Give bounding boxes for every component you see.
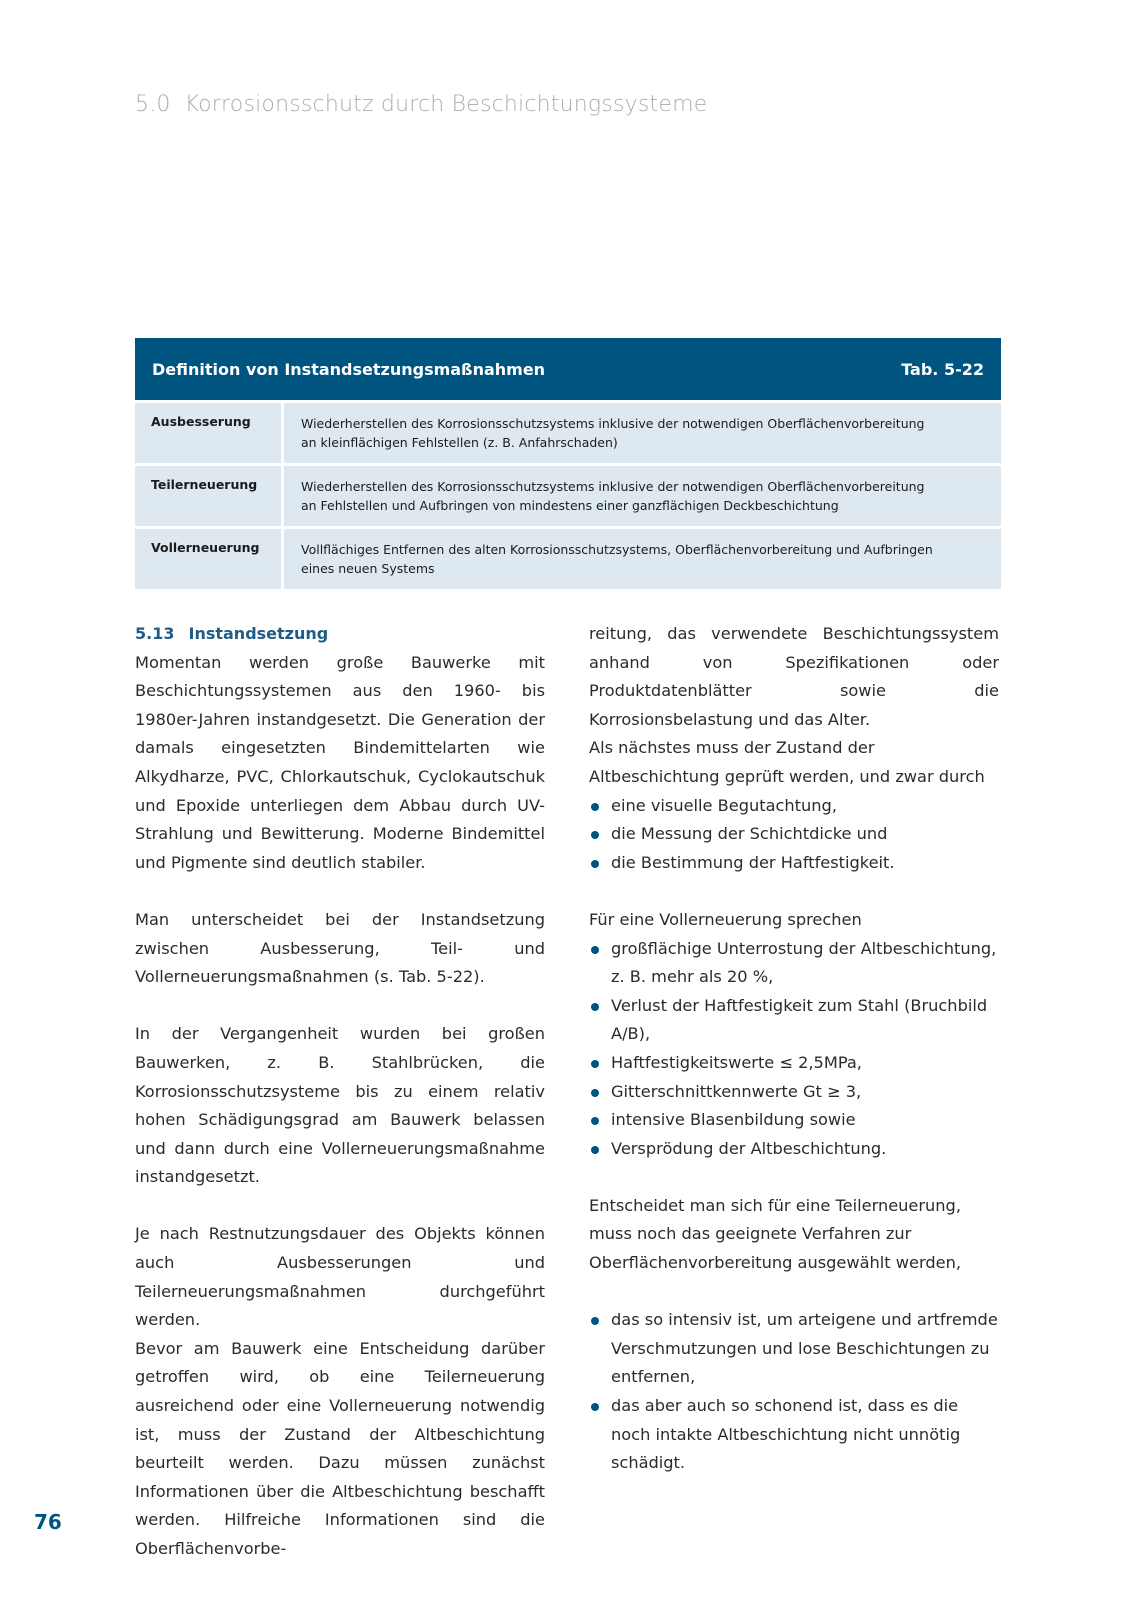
bullet-list: [589, 792, 999, 878]
running-header: [135, 92, 707, 117]
section-title: Instandsetzung: [188, 624, 329, 643]
definition-line: eines neuen Systems: [301, 561, 435, 576]
list-item: die Messung der Schichtdicke und: [589, 820, 999, 849]
paragraph: Momentan werden große Bauwerke mit Beschichtungssystemen aus den 1960- bis 1980er-Jahren instandgesetzt. Die Generation der damals eingesetzten Bindemittelarten wie Alkydharze, PVC, Chlorkautschuk, Cyclokautschuk und Epoxide unterliegen dem Abbau durch UV-Strahlung und Bewitterung. Moderne Bindemittel und Pigmente sind deutlich stabiler.: [135, 652, 545, 872]
definition-line: Wiederherstellen des Korrosionsschutzsystems inklusive der notwendigen Oberflächenvorbereitung: [301, 416, 925, 431]
paragraph: Je nach Restnutzungsdauer des Objekts können auch Ausbesserungen und Teilerneuerungsmaßnahmen durchgeführt werden.: [135, 1224, 545, 1330]
table-title: Definition von Instandsetzungsmaßnahmen: [152, 359, 546, 379]
paragraph: Bevor am Bauwerk eine Entscheidung darüber getroffen wird, ob eine Teilerneuerung ausreichend oder eine Vollerneuerung notwendig ist, muss der Zustand der Altbeschichtung beurteilt werden. Dazu müssen zunächst Informationen über die Altbeschichtung beschafft werden. Hilfreiche Informationen sind die Oberflächenvorbe-: [135, 1338, 545, 1558]
paragraph: Für eine Vollerneuerung sprechen: [589, 909, 862, 929]
table-row: [135, 403, 1001, 463]
list-item: Verlust der Haftfestigkeit zum Stahl (Bruchbild A/B),: [589, 992, 999, 1049]
list-item: die Bestimmung der Haftfestigkeit.: [589, 849, 999, 878]
chapter-number: 5.0: [135, 92, 171, 117]
table-row: [135, 529, 1001, 589]
paragraph: reitung, das verwendete Beschichtungssystem anhand von Spezifikationen oder Produktdatenblätter sowie die Korrosionsbelastung und das Alter.: [589, 624, 999, 729]
bullet-list: [589, 1306, 999, 1478]
list-item: intensive Blasenbildung sowie: [589, 1106, 999, 1135]
list-item: eine visuelle Begutachtung,: [589, 792, 999, 821]
chapter-title: Korrosionsschutz durch Beschichtungssysteme: [184, 92, 708, 117]
table-definition: [284, 466, 1001, 526]
section-number: 5.13: [135, 624, 175, 643]
paragraph: Man unterscheidet bei der Instandsetzung zwischen Ausbesserung, Teil- und Vollerneuerungsmaßnahmen (s. Tab. 5-22).: [135, 909, 545, 987]
bullet-list: [589, 935, 999, 1164]
section-heading: [135, 620, 545, 649]
definition-table: [135, 338, 1001, 589]
table-row: [135, 466, 1001, 526]
paragraph: Entscheidet man sich für eine Teilerneuerung, muss noch das geeignete Verfahren zur Oberflächenvorbereitung ausgewählt werden,: [589, 1195, 962, 1273]
table-definition: [284, 403, 1001, 463]
table-term: Vollerneuerung: [135, 529, 281, 589]
list-item: Haftfestigkeitswerte ≤ 2,5MPa,: [589, 1049, 999, 1078]
list-item: großflächige Unterrostung der Altbeschichtung, z. B. mehr als 20 %,: [589, 935, 999, 992]
definition-line: Wiederherstellen des Korrosionsschutzsystems inklusive der notwendigen Oberflächenvorbereitung: [301, 479, 925, 494]
list-item: Versprödung der Altbeschichtung.: [589, 1135, 999, 1164]
definition-line: Vollflächiges Entfernen des alten Korrosionsschutzsystems, Oberflächenvorbereitung und Aufbringen: [301, 542, 933, 557]
list-item: das so intensiv ist, um arteigene und artfremde Verschmutzungen und lose Beschichtungen zu entfernen,: [589, 1306, 999, 1392]
table-term: Ausbesserung: [135, 403, 281, 463]
list-item: das aber auch so schonend ist, dass es die noch intakte Altbeschichtung nicht unnötig schädigt.: [589, 1392, 999, 1478]
table-header: [135, 338, 1001, 400]
left-column: [135, 620, 545, 1564]
table-ref: Tab. 5-22: [901, 359, 984, 379]
definition-line: an kleinflächigen Fehlstellen (z. B. Anfahrschaden): [301, 435, 618, 450]
definition-line: an Fehlstellen und Aufbringen von mindestens einer ganzflächigen Deckbeschichtung: [301, 498, 839, 513]
table-term: Teilerneuerung: [135, 466, 281, 526]
table-definition: [284, 529, 1001, 589]
paragraph: Als nächstes muss der Zustand der Altbeschichtung geprüft werden, und zwar durch: [589, 738, 985, 786]
right-column: [589, 620, 999, 1478]
page-number: 76: [34, 1510, 62, 1534]
paragraph: In der Vergangenheit wurden bei großen Bauwerken, z. B. Stahlbrücken, die Korrosionsschutzsysteme bis zu einem relativ hohen Schädigungsgrad am Bauwerk belassen und dann durch eine Vollerneuerungsmaßnahme instandgesetzt.: [135, 1024, 545, 1187]
list-item: Gitterschnittkennwerte Gt ≥ 3,: [589, 1078, 999, 1107]
